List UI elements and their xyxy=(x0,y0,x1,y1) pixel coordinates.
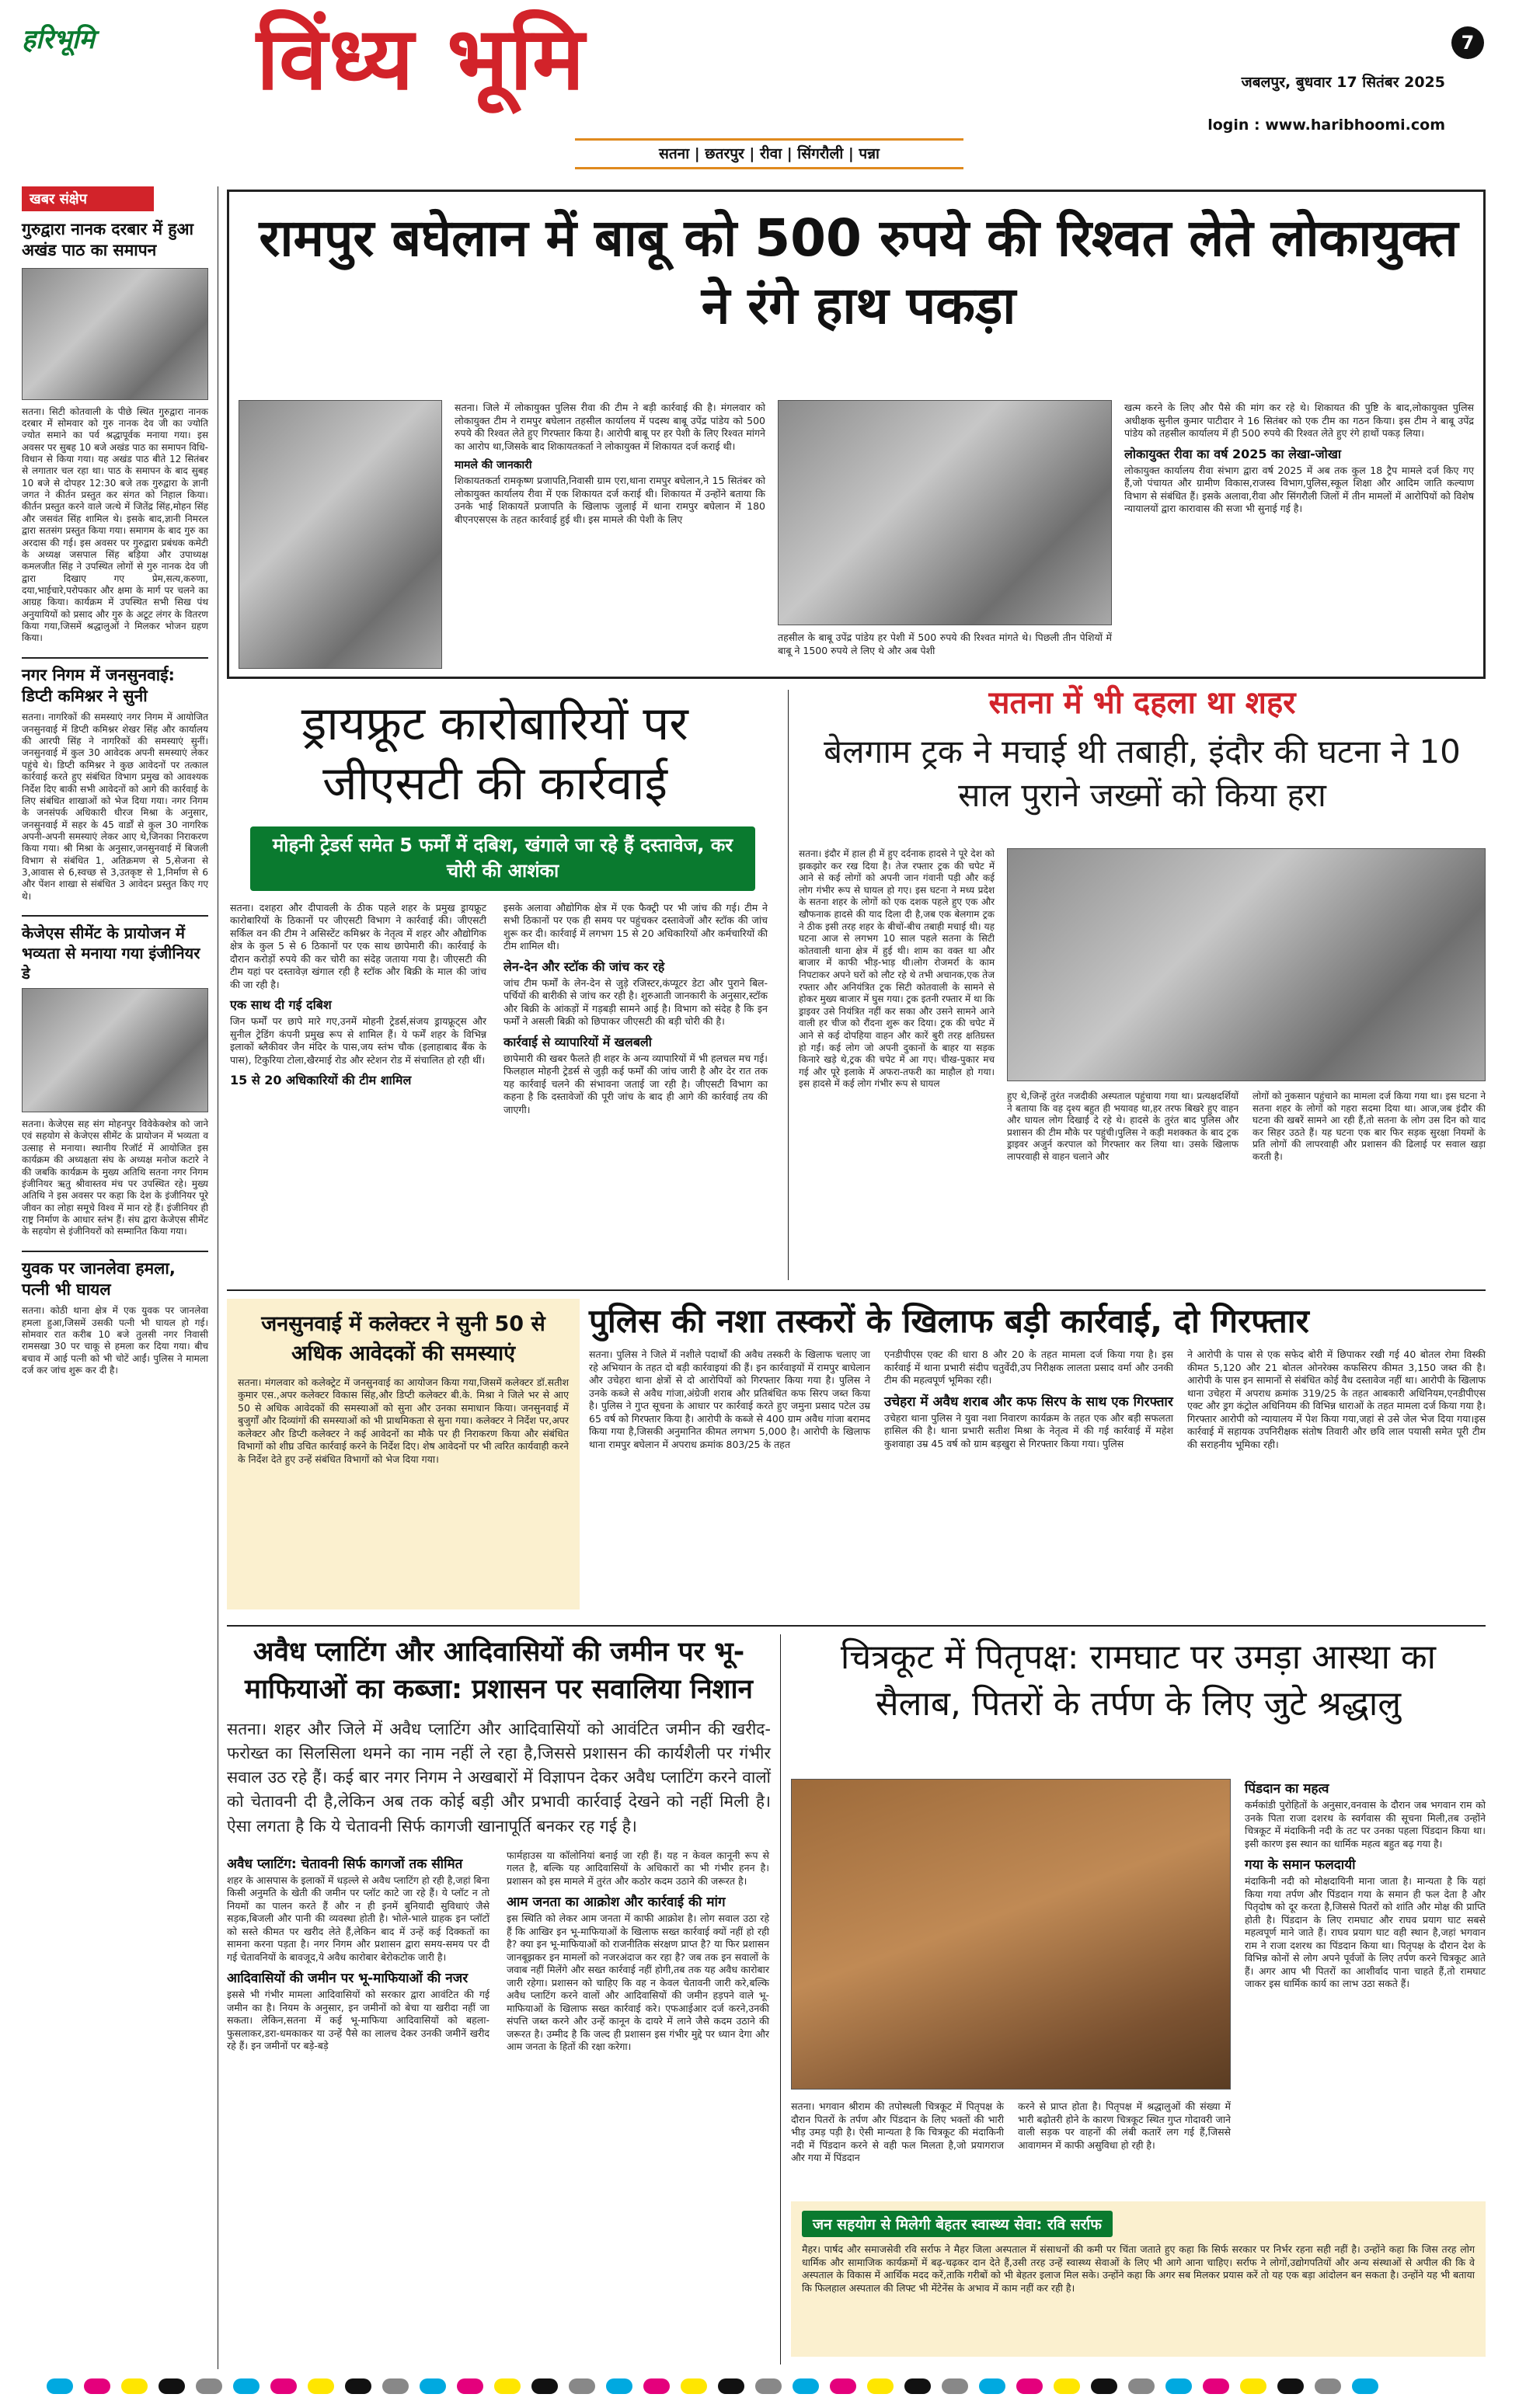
story-plotting xyxy=(227,1634,771,2365)
sidebar-s1-photo xyxy=(22,268,208,400)
sidebar-label xyxy=(22,186,154,211)
page-number xyxy=(1451,26,1484,59)
chitrakoot-box-title-text: जन सहयोग से मिलेगी बेहतर स्वास्थ्य सेवा: रवि सर्राफ xyxy=(813,2216,1102,2233)
sidebar-s1-title: गुरुद्वारा नानक दरबार में हुआ अखंड पाठ का समापन xyxy=(22,220,193,260)
story-nasha xyxy=(589,1299,1486,1617)
lokayukta-sub1: मामले की जानकारी xyxy=(455,459,532,472)
story-jansunwai xyxy=(227,1299,580,1609)
lokayukta-office-photo xyxy=(778,400,1112,625)
sidebar-s3-body: सतना। केजेएस सह संग मोहनपुर विवेकेक्शेत्र को जाने एवं सहयोग से केजेएस सीमेंट के प्रायोजन में भव्यता व उत्साह से मनाया। स्थानीय रिजॉर्ट में आयोजित इस कार्यक्रम की अध्यक्षता संघ के अध्यक्ष मनोज कटारे ने की जबकि कार्यक्रम के मुख्य अतिथि सतना नगर निगम इंजीनियर ऋतु श्रीवास्तव मंच पर उपस्थित रहे। मुख्य अतिथि ने इस अवसर पर कहा कि देश के इंजीनियर पूरे जीवन का लोहा समूचे विश्व में मान रहे हैं। इंजीनियर ही राष्ट्र निर्माण के आधार स्तंभ हैं। संघ द्वारा केजेएस सीमेंट के सहयोग से इंजीनियरों को सम्मानित किया गया। xyxy=(22,1119,208,1237)
plotting-sub2: आदिवासियों की जमीन पर भू-माफियाओं की नजर xyxy=(227,1971,469,1987)
sidebar-s4-body: सतना। कोठी थाना क्षेत्र में एक युवक पर जानलेवा हमला हुआ,जिसमें उसकी पत्नी भी घायल हो गई। सोमवार रात करीब 10 बजे तुलसी नगर निवासी रामसखा 30 पर चाकू से हमला कर दिया गया। बीच बचाव में आई पत्नी को भी चोटें आईं। पुलिस ने मामला दर्ज कर जांच शुरू कर दी है। xyxy=(22,1305,208,1376)
edition-date: जबलपुर, बुधवार 17 सितंबर 2025 xyxy=(1241,74,1445,91)
chitrakoot-sub1: पिंडदान का महत्व xyxy=(1245,1781,1329,1797)
gst-sub1: एक साथ दी गई दबिश xyxy=(230,997,332,1013)
chitrakoot-col-right xyxy=(1245,1779,1486,1991)
gst-col1 xyxy=(230,902,486,1117)
story-gst xyxy=(227,690,779,1280)
nasha-p1: सतना। पुलिस ने जिले में नशीले पदार्थों की अवैध तस्करी के खिलाफ चलाए जा रहे अभियान के तहत दो बड़ी कार्रवाइयां की हैं। इन कार्रवाइयों में रामपुर बाघेलान और उचेहरा थाना क्षेत्रों से दो आरोपियों को गिरफ्तार किया गया है। पुलिस ने उनके कब्जे से अवैध गांजा,अंग्रेजी शराब और प्रतिबंधित कफ सिरप जब्त किया है। पुलिस ने गुप्त सूचना के आधार पर कार्रवाई करते हुए जमुना प्रसाद पटेल उम्र 65 वर्ष को गिरफ्तार किया है। आरोपी के कब्जे से 400 ग्राम अवैध गांजा बरामद किया गया है,जिसकी अनुमानित कीमत लगभग 5,000 है। आरोपी के खिलाफ थाना रामपुर बघेलान में अपराध क्रमांक 803/25 के तहत xyxy=(589,1348,870,1450)
truck-p1: सतना। इंदौर में हाल ही में हुए दर्दनाक हादसे ने पूरे देश को झकझोर कर रख दिया है। तेज रफ्तार ट्रक की चपेट में आने से कई लोगों को अपनी जान गंवानी पड़ी और कई लोग गंभीर रूप से घायल हो गए। इस घटना ने मध्य प्रदेश के सतना शहर के लोगों को एक दशक पहले हुए एक और खौफनाक हादसे की याद दिला दी है,जब एक बेलगाम ट्रक ने ठीक इसी तरह शहर के बीचों-बीच तबाही मचाई थी। यह घटना आज से लगभग 10 साल पहले सतना के सिटी कोतवाली थाना क्षेत्र में हुई थी। शाम का वक्त था और बाजार में काफी भीड़-भाड़ थी।लोग रोजमर्रा के काम निपटाकर अपने घरों को लौट रहे थे तभी अचानक,एक तेज रफ्तार और अनियंत्रित ट्रक सिटी कोतवाली के सामने से होकर मुख्य बाजार में घुस गया। ट्रक इतनी रफ्तार में था कि ड्राइवर उसे नियंत्रित नहीं कर सका और उसने सामने आने वाली हर चीज को रौंदना शुरू कर दिया। ट्रक की चपेट में आने से कई दोपहिया वाहन और कारें बुरी तरह क्षतिग्रस्त हो गईं। कई लोग जो अपनी दुकानों के बाहर या सड़क किनारे खड़े थे,ट्रक की चपेट में आ गए। चीख-पुकार मच गई और पूरे इलाके में अफरा-तफरी का माहौल हो गया। इस हादसे में कई लोग गंभीर रूप से घायल xyxy=(799,848,995,1090)
city-bar xyxy=(575,138,963,169)
chitrakoot-ghat-photo xyxy=(791,1779,1231,2090)
gst-p1: सतना। दशहरा और दीपावली के ठीक पहले शहर के प्रमुख ड्रायफ्रूट कारोबारियों के ठिकानों पर जीएसटी विभाग ने कार्रवाई की। जीएसटी सर्किल वन की टीम ने असिस्टेंट कमिश्नर के नेतृत्व में शहर और औद्योगिक क्षेत्र के कुल 5 से 6 ठिकानों पर एक साथ छापेमारी की। कार्रवाई के दौरान करोड़ों रुपये की कर चोरी का संदेह जताया गया है। जीएसटी की टीम यहां पर दस्तावेज़ खंगाल रही है स्टॉक और बिक्री के माल की जांच की जा रही है। xyxy=(230,901,486,990)
brand-name: हरिभूमि xyxy=(22,24,95,55)
lokayukta-p2: शिकायतकर्ता रामकृष्ण प्रजापति,निवासी ग्राम एरा,थाना रामपुर बघेलान,ने 15 सितंबर को लोकायुक्त कार्यालय रीवा में एक शिकायत दर्ज कराई थी। शिकायत में उन्होंने बताया कि उनके भाई शिकायतें प्रजापति के खिलाफ जुलाई में थाना रामपुर बघेलान में 180 बीएनएसएस के तहत कार्रवाई हुई थी। इस मामले की पेशी के लिए xyxy=(455,475,765,525)
jansunwai-body: सतना। मंगलवार को कलेक्ट्रेट में जनसुनवाई का आयोजन किया गया,जिसमें कलेक्टर डॉ.सतीश कुमार एस.,अपर कलेक्टर विकास सिंह,और डिप्टी कलेक्टर बी.के. मिश्रा ने जिले भर से आए 50 से अधिक आवेदकों की समस्याओं को सुना और उनका समाधान किया। जनसुनवाई में बुजुर्गों और दिव्यांगों की समस्याओं को भी प्राथमिकता से सुना गया। कलेक्टर ने निर्देश पर,अपर कलेक्टर और डिप्टी कलेक्टर ने कई आवेदनों का मौके पर ही निराकरण किया और संबंधित विभागों को शीघ्र उचित कार्रवाई करने के निर्देश दिए। शेष आवेदनों पर भी त्वरित कार्यवाही करने के निर्देश देते हुए उन्हें संबंधित विभागों को भेज दिया गया। xyxy=(238,1376,569,1465)
gst-deck xyxy=(250,826,755,891)
truck-col1 xyxy=(799,848,995,1091)
lokayukta-p1: सतना। जिले में लोकायुक्त पुलिस रीवा की टीम ने बड़ी कार्रवाई की है। मंगलवार को लोकायुक्त टीम ने रामपुर बघेलान तहसील कार्यालय में पदस्थ बाबू उपेंद्र पांडेय को 500 रुपये की रिश्वत लेते हुए गिरफ्तार किया है। आरोपी बाबू पर हर पेशी के लिए रिश्वत मांगने का आरोप था,जिसके बाद शिकायतकर्ता ने लोकायुक्त में शिकायत दर्ज कराई थी। xyxy=(455,402,765,452)
nasha-p3: उचेहरा थाना पुलिस ने युवा नशा निवारण कार्यक्रम के तहत एक और बड़ी सफलता हासिल की है। थाना प्रभारी सतीश मिश्रा के नेतृत्व में की गई कार्रवाई में महेश कुशवाहा उम्र 45 वर्ष को ग्राम बड़खुरा से गिरफ्तार किया गया। पुलिस xyxy=(884,1411,1173,1449)
plotting-p1: शहर के आसपास के इलाकों में धड़ल्ले से अवैध प्लाटिंग हो रही है,जहां बिना किसी अनुमति के खेती की जमीन पर प्लॉट काटे जा रहे हैं। ये प्लॉट न तो नियमों का पालन करते हैं और न ही इनमें बुनियादी सुविधाएं जैसे सड़क,बिजली और पानी की व्यवस्था होती है। भोले-भाले ग्राहक इन प्लॉटों को सस्ते कीमत पर खरीद लेते हैं,लेकिन बाद में उन्हें कई दिक्कतों का सामना करना पड़ता है। नगर निगम और प्रशासन द्वारा समय-समय पर दी गई चेतावनियों के बावजूद,ये अवैध कारोबार बेरोकटोक जारी है। xyxy=(227,1874,489,1963)
chitrakoot-p4: करने से प्राप्त होता है। पितृपक्ष में श्रद्धालुओं की संख्या में भारी बढ़ोतरी होने के कारण चित्रकूट स्थित गुप्त गोदावरी जाने वाली सड़क पर वाहनों की लंबी कतारें लग गई हैं,जिससे आवागमन में काफी असुविधा हो रही है। xyxy=(1018,2100,1231,2151)
lokayukta-p4: लोकायुक्त कार्यालय रीवा संभाग द्वारा वर्ष 2025 में अब तक कुल 18 ट्रैप मामले दर्ज किए गए हैं,जो पंचायत और ग्रामीण विकास,राजस्व विभाग,पुलिस,स्कूल शिक्षा और आदिम जाति कल्याण विभाग से संबंधित हैं। इसके अलावा,रीवा और सिंगरौली जिलों में तीन मामलों में आरोपियों को विशेष न्यायालयों द्वारा कारावास की सजा भी सुनाई गई है। xyxy=(1124,464,1474,514)
lokayukta-sub2: लोकायुक्त रीवा का वर्ष 2025 का लेखा-जोखा xyxy=(1124,446,1342,461)
sidebar xyxy=(22,186,208,2369)
plotting-sub1: अवैध प्लाटिंग: चेतावनी सिर्फ कागजों तक सीमित xyxy=(227,1856,463,1872)
gst-col2 xyxy=(503,902,768,1117)
nasha-p4: ने आरोपी के पास से एक सफेद बोरी में छिपाकर रखी गई 40 बोतल रोमा विस्की कीमत 5,120 और 21 बोतल ओनरेक्स कफसिरप कीमत 3,150 जब्त की है। आरोपी के पास इन सामानों से संबंधित कोई वैध दस्तावेज नहीं था। आरोपी के खिलाफ थाना उचेहरा में अपराध क्रमांक 319/25 के तहत आबकारी अधिनियम,एनडीपीएस एक्ट और ड्रग कंट्रोल अधिनियम की विभिन्न धाराओं के तहत मामला दर्ज किया गया है। गिरफ्तार आरोपी को न्यायालय में पेश किया गया,जहां से उसे जेल भेज दिया गया।इस कार्रवाई में सहायक उपनिरीक्षक संतोष तिवारी और छवि लाल पयासी समेत पूरी टीम की सराहनीय भूमिका रही। xyxy=(1187,1348,1486,1450)
plotting-col1 xyxy=(227,1849,489,2054)
page-number-text: 7 xyxy=(1461,32,1475,54)
plotting-headline: अवैध प्लाटिंग और आदिवासियों की जमीन पर भू-माफियाओं का कब्जा: प्रशासन पर सवालिया निशान xyxy=(245,1637,753,1705)
brand-logo xyxy=(22,20,115,61)
sidebar-s3-title: केजेएस सीमेंट के प्रायोजन में भव्यता से मनाया गया इंजीनियर डे xyxy=(22,915,208,983)
sidebar-s2-body: सतना। नागरिकों की समस्याएं नगर निगम में आयोजित जनसुनवाई में डिप्टी कमिश्नर शेखर सिंह और कार्यालय की आरपी सिंह ने नागरिकों की समस्याएं सुनीं। जनसुनवाई में कुल 30 आवेदक अपनी समस्याएं लेकर पहुंचे थे। डिप्टी कमिश्नर ने कुछ आवेदनों पर तत्काल कार्रवाई करते हुए संबंधित विभाग प्रमुख को आवश्यक निर्देश दिए बाकी सभी आवेदनों को आगे की कार्रवाई के लिए संबंधित शाखाओं को भेज दिया गया। नगर निगम के जनसंपर्क अधिकारी धीरज मिश्रा के अनुसार, जनसुनवाई में सहर के 45 वार्डों से कुल 30 नागरिक अपनी-अपनी समस्याएं लेकर आए थे,जिनका निराकरण किया गया। श्री मिश्रा के अनुसार,जनसुनवाई में बिजली विभाग से संबंधित 1, अतिक्रमण से 5,सेजना से 3,आवास से 6,स्वच्छ से 3,उतकृष्ट से 1,निर्माण से 6 और पेंशन शाखा से संबंधित 3 आवेदन प्रस्तुत किए गए थे। xyxy=(22,712,208,902)
nasha-headline: पुलिस की नशा तस्करों के खिलाफ बड़ी कार्रवाई, दो गिरफ्तार xyxy=(589,1302,1309,1340)
chitrakoot-box-title xyxy=(802,2211,1113,2237)
lokayukta-accused-photo xyxy=(239,400,442,669)
sidebar-label-text: खबर संक्षेप xyxy=(30,191,87,207)
lokayukta-col3 xyxy=(1124,402,1474,516)
chitrakoot-p2: मंदाकिनी नदी को मोक्षदायिनी माना जाता है। मान्यता है कि यहां किया गया तर्पण और पिंडदान गया के समान ही फल देता है और पितृदोष को दूर करता है,जिससे पितरों को शांति और मोक्ष की प्राप्ति होती है। पिंडदान के लिए रामघाट और राघव प्रयाग घाट सबसे महत्वपूर्ण माने जाते हैं। राघव प्रयाग घाट वही स्थान है,जहां भगवान राम ने राजा दशरथ का पिंडदान किया था। पितृपक्ष के दौरान देश के विभिन्न कोनों से लोग अपने पूर्वजों के लिए तर्पण करने चित्रकूट आते हैं। अगर आप भी पितरों का आशीर्वाद पाना चाहते हैं,तो रामघाट जाकर इस धार्मिक कार्य का लाभ उठा सकते हैं। xyxy=(1245,1875,1486,1989)
chitrakoot-headline: चित्रकूट में पितृपक्ष: रामघाट पर उमड़ा आस्था का सैलाब, पितरों के तर्पण के लिए जुटे श्रद्धालु xyxy=(840,1637,1437,1724)
sidebar-s2-title: नगर निगम में जनसुनवाई: डिप्टी कमिश्नर ने सुनी xyxy=(22,657,208,708)
page-title: विंध्य भूमि xyxy=(256,8,587,110)
nasha-col2 xyxy=(884,1348,1173,1451)
plotting-col2 xyxy=(507,1849,769,2054)
lokayukta-p3: खत्म करने के लिए और पैसे की मांग कर रहे थे। शिकायत की पुष्टि के बाद,लोकायुक्त पुलिस अधीक्षक सुनील कुमार पाटीदार ने 16 सितंबर को एक टीम का गठन किया। इस टीम ने बाबू उपेंद्र पांडेय को तहसील कार्यालय में ही 500 रुपये की रिश्वत लेते हुए रंगे हाथों पकड़ लिया। xyxy=(1124,402,1474,439)
chitrakoot-box xyxy=(791,2201,1486,2357)
gst-headline: ड्रायफ्रूट कारोबारियों पर जीएसटी की कार्रवाई xyxy=(301,697,688,811)
login-link[interactable]: login : www.haribhoomi.com xyxy=(1207,117,1445,134)
nasha-p2: एनडीपीएस एक्ट की धारा 8 और 20 के तहत मामला दर्ज किया गया है। इस कार्रवाई में थाना प्रभारी संदीप चतुर्वेदी,उप निरीक्षक लालता प्रसाद वर्मा और उनकी टीम की महत्वपूर्ण भूमिका रही। xyxy=(884,1348,1173,1387)
lokayukta-headline: रामपुर बघेलान में बाबू को 500 रुपये की रिश्वत लेते लोकायुक्त ने रंगे हाथ पकड़ा xyxy=(259,208,1458,336)
truck-headline: बेलगाम ट्रक ने मचाई थी तबाही, इंदौर की घटना ने 10 साल पुराने जख्मों को किया हरा xyxy=(824,732,1461,815)
nasha-sub1: उचेहरा में अवैध शराब और कफ सिरप के साथ एक गिरफ्तार xyxy=(884,1394,1173,1410)
truck-street-photo xyxy=(1007,848,1486,1081)
gst-p4: जांच टीम फर्मों के लेन-देन से जुड़े रजिस्टर,कंप्यूटर डेटा और पुराने बिल-पर्चियों की बारीकी से जांच कर रही है। शुरुआती जानकारी के अनुसार,स्टॉक और बिक्री के आंकड़ों में गड़बड़ी सामने आई है। विभाग को संदेह है कि इन फर्मों ने असली बिक्री को छिपाकर जीएसटी की बड़ी चोरी की है। xyxy=(503,976,768,1028)
sidebar-s1-body: सतना। सिटी कोतवाली के पीछे स्थित गुरुद्वारा नानक दरबार में सोमवार को गुरु नानक देव जी का ज्योति ज्योत समाने का पर्व श्रद्धापूर्वक मनाया गया। इस अवसर पर सुबह 10 बजे अखंड पाठ का समापन विधि-विधान से किया गया। यह अखंड पाठ बीते 12 सितंबर से लगातार चल रहा था। पाठ के समापन के बाद सुबह 10 बजे से दोपहर 12:30 बजे तक गुरुद्वारा के ज्ञानी जगत ने कीर्तन प्रस्तुत कर संगत को निहाल किया। कीर्तन प्रस्तुत करने वाले जत्थे में जितेंद्र सिंह,मोहन सिंह और जसवंत सिंह शामिल थे। इसके बाद,ज्ञानी निमरल द्वारा सतसंग प्रस्तुत किया गया। समागम के बाद गुरु का अरदास की गई। इस अवसर पर गुरुद्वारा प्रबंधक कमेटी के अध्यक्ष जसपाल सिंह बड़िया और उपाध्यक्ष कमलजीत सिंह ने उपस्थित लोगों से गुरु नानक देव जी द्वारा दिखाए गए प्रेम,सत्य,करुणा, दया,भाईचारे,परोपकार और क्षमा के मार्ग पर चलने का आग्रह किया। कार्यक्रम में उपस्थित सभी सिख पंथ अनुयायियों को प्रसाद और गुरु के अटूट लंगर के वितरण किया गया,जिसमें श्रद्धालुओं ने मिलकर भोजन ग्रहण किया। xyxy=(22,405,208,644)
sidebar-s3-photo xyxy=(22,988,208,1112)
truck-p3: लोगों को नुकसान पहुंचाने का मामला दर्ज किया गया था। इस घटना ने सतना शहर के लोगों को गहरा सदमा दिया था। आज,जब इंदौर की घटना की खबरें सामने आ रही हैं,तो सतना के लोग उस दिन को याद कर सिहर उठते हैं। यह घटना एक बार फिर सड़क सुरक्षा नियमों के प्रति लोगों की लापरवाही और प्रशासन की ढिलाई पर सवाल खड़ा करती है। xyxy=(1252,1091,1486,1162)
truck-kicker: सतना में भी दहला था शहर xyxy=(988,685,1296,721)
gst-p3: इसके अलावा औद्योगिक क्षेत्र में एक फैक्ट्री पर भी जांच की गई। टीम ने सभी ठिकानों पर एक ही समय पर पहुंचकर दस्तावेजों और स्टॉक की जांच शुरू कर दी। कार्रवाई में लगभग 15 से 20 अधिकारियों और कर्मचारियों की टीम शामिल थी। xyxy=(503,901,768,952)
story-chitrakoot xyxy=(791,1634,1486,2365)
story-lokayukta xyxy=(227,190,1486,679)
gst-deck-text: मोहनी ट्रेडर्स समेत 5 फर्मों में दबिश, खंगाले जा रहे हैं दस्तावेज, कर चोरी की आशंका xyxy=(272,833,733,882)
truck-p2: हुए थे,जिन्हें तुरंत नजदीकी अस्पताल पहुंचाया गया था। प्रत्यक्षदर्शियों ने बताया कि वह दृश्य बहुत ही भयावह था,हर तरफ बिखरे हुए वाहन और घायल लोग दिखाई दे रहे थे। हादसे के तुरंत बाद पुलिस और प्रशासन की टीम मौके पर पहुंची।पुलिस ने कड़ी मशक्कत के बाद ट्रक ड्राइवर अजुर्न करपाल को गिरफ्तार कर लिया था। उसके खिलाफ लापरवाही से वाहन चलाने और xyxy=(1007,1091,1239,1162)
city-list: सतना | छतरपुर | रीवा | सिंगरौली | पन्ना xyxy=(659,145,880,162)
lokayukta-col1 xyxy=(455,402,765,526)
gst-p5: छापेमारी की खबर फैलते ही शहर के अन्य व्यापारियों में भी हलचल मच गई। फिलहाल मोहनी ट्रेडर्स से जुड़ी कई फर्मों की जांच जारी है और देर रात तक यह कार्रवाई चलने की संभावना जताई जा रही है। जीएसटी विभाग का कहना है कि दस्तावेजों की पूरी जांच के बाद ही आगे की कार्रवाई तय की जाएगी। xyxy=(503,1052,768,1115)
color-registration-bar xyxy=(47,2378,1476,2399)
plotting-p4: इस स्थिति को लेकर आम जनता में काफी आक्रोश है। लोग सवाल उठा रहे हैं कि आखिर इन भू-माफियाओं के खिलाफ सख्त कार्रवाई क्यों नहीं हो रही है? क्या इन भू-माफियाओं को राजनीतिक संरक्षण प्राप्त है? या फिर प्रशासन जानबूझकर इन मामलों को नजरअंदाज कर रहा है? जब तक इन सवालों के जवाब नहीं मिलेंगे और सख्त कार्रवाई नहीं होगी,तब तक यह अवैध कारोबार जारी रहेगा। प्रशासन को चाहिए कि वह न केवल चेतावनी जारी करे,बल्कि अवैध प्लाटिंग करने वालों और आदिवासियों की जमीन हड़पने वाले भू-माफियाओं के खिलाफ सख्त कार्रवाई करे। एफआईआर दर्ज करने,उनकी संपत्ति जब्त करने और उन्हें कानून के दायरे में लाने जैसे कदम उठाने की जरूरत है। उम्मीद है कि जल्द ही प्रशासन इस गंभीर मुद्दे पर ध्यान देगा और आम जनता के हितों की रक्षा करेगा। xyxy=(507,1912,769,2053)
chitrakoot-p1: कर्मकांडी पुरोहितों के अनुसार,वनवास के दौरान जब भगवान राम को उनके पिता राजा दशरथ के स्वर्गवास की सूचना मिली,तब उन्होंने चित्रकूट में मंदाकिनी नदी के तट पर उनका पहला पिंडदान किया था। इसी कारण इस स्थान का धार्मिक महत्व बहुत बढ़ गया है। xyxy=(1245,1799,1486,1849)
gst-p2: जिन फर्मों पर छापे मारे गए,उनमें मोहनी ट्रेडर्स,संजय ड्रायफ्रूट्स और सुनील ट्रेडिंग कंपनी प्रमुख रूप से शामिल हैं। ये फर्में शहर के विभिन्न इलाकों ब्लैकीवर जैन मंदिर के पास,जय स्तंभ चौक (इलाहाबाद बैंक के पास), टिकुरिया टोला,खैरमाई रोड और स्टेशन रोड में संचालित हो रही थीं। xyxy=(230,1015,486,1066)
gst-sub4: कार्रवाई से व्यापारियों में खलबली xyxy=(503,1034,652,1049)
gst-sub3: लेन-देन और स्टॉक की जांच कर रहे xyxy=(503,959,665,974)
nasha-cols xyxy=(589,1348,1486,1451)
plotting-lede: सतना। शहर और जिले में अवैध प्लाटिंग और आदिवासियों को आवंटित जमीन की खरीद-फरोख्त का सिलसिला थमने का नाम नहीं ले रहा है,जिससे प्रशासन की कार्यशैली पर गंभीर सवाल उठ रहे हैं। कई बार नगर निगम ने अखबारों में विज्ञापन देकर अवैध प्लाटिंग करने वालों को चेतावनी दी है,लेकिन अब तक कोई बड़ी और प्रभावी कार्रवाई देखने को नहीं मिली है। ऐसा लगता है कि ये चेतावनी सिर्फ कागजी खानापूर्ति बनकर रह गई है। xyxy=(227,1720,771,1836)
chitrakoot-sub2: गया के समान फलदायी xyxy=(1245,1857,1356,1873)
gst-sub2: 15 से 20 अधिकारियों की टीम शामिल xyxy=(230,1073,412,1088)
chitrakoot-p3: सतना। भगवान श्रीराम की तपोस्थली चित्रकूट में पितृपक्ष के दौरान पितरों के तर्पण और पिंडदान के लिए भक्तों की भारी भीड़ उमड़ पड़ी है। ऐसी मान्यता है कि चित्रकूट की मंदाकिनी नदी में पिंडदान करने से वही फल मिलता है,जो प्रयागराज और गया में पिंडदान xyxy=(791,2100,1004,2163)
chitrakoot-box-body: मैहर। पार्षद और समाजसेवी रवि सर्राफ ने मैहर जिला अस्पताल में संसाधनों की कमी पर चिंता जताते हुए कहा कि सिर्फ सरकार पर निर्भर रहना सही नहीं है। उन्होंने कहा कि जिस तरह लोग धार्मिक और सामाजिक कार्यक्रमों में बढ़-चढ़कर दान देते हैं,उसी तरह उन्हें स्वास्थ्य सेवाओं के लिए भी आगे आना चाहिए। सर्राफ ने लोगों,उद्योगपतियों और अन्य संस्थाओं से अपील की कि वे अस्पताल के विकास में आर्थिक मदद करें,ताकि गरीबों को भी बेहतर इलाज मिल सके। उन्होंने कहा कि अगर सब मिलकर प्रयास करें तो यह एक बड़ा आंदोलन बन सकता है। उन्होंने यह भी बताया कि फिलहाल अस्पताल की लिफ्ट भी मेंटेनेंस के अभाव में काम नहीं कर रही है। xyxy=(802,2243,1475,2294)
plotting-sub3: आम जनता का आक्रोश और कार्रवाई की मांग xyxy=(507,1895,726,1911)
lokayukta-caption: तहसील के बाबू उपेंद्र पांडेय हर पेशी में 500 रुपये की रिश्वत मांगते थे। पिछली तीन पेशियों में बाबू ने 1500 रुपये ले लिए थे और अब पेशी xyxy=(778,632,1112,656)
story-truck xyxy=(799,684,1486,1289)
plotting-p2: इससे भी गंभीर मामला आदिवासियों को सरकार द्वारा आवंटित की गई जमीन का है। नियम के अनुसार, इन जमीनों को बेचा या खरीदा नहीं जा सकता। लेकिन,सतना में कई भू-माफिया आदिवासियों को बहला-फुसलाकर,डरा-धमकाकर या उन्हें पैसे का लालच देकर उनकी जमीनें खरीद रहे हैं। इन जमीनों पर बड़े-बड़े xyxy=(227,1989,489,2052)
jansunwai-headline: जनसुनवाई में कलेक्टर ने सुनी 50 से अधिक आवेदकों की समस्याएं xyxy=(261,1312,545,1366)
plotting-p3: फार्महाउस या कॉलोनियां बनाई जा रही हैं। यह न केवल कानूनी रूप से गलत है, बल्कि यह आदिवासियों के अधिकारों का भी गंभीर हनन है। प्रशासन को इस मामले में तुरंत और कठोर कदम उठाने की जरूरत है। xyxy=(507,1849,769,1887)
sidebar-s4-title: युवक पर जानलेवा हमला, पत्नी भी घायल xyxy=(22,1251,208,1301)
